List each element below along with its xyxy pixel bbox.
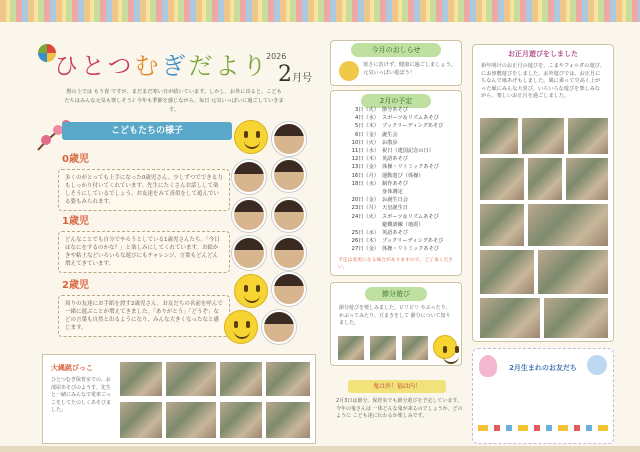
age-label: 2歳児 (62, 280, 89, 291)
schedule-date: 5日（木） (354, 123, 379, 130)
schedule-date: 23日（月） (351, 205, 379, 212)
activity-photo (165, 401, 217, 439)
schedule-event: 英語あそび (382, 230, 408, 237)
activity-photo (219, 401, 263, 439)
title-part: ぎ (161, 52, 189, 80)
schedule-date: 24日（火） (351, 213, 379, 220)
schedule-title: 2月の予定 (361, 94, 431, 108)
oni-title: 鬼は外！福は内！ (348, 380, 446, 393)
schedule-event: 体操・リトミックあそび (382, 164, 439, 171)
schedule-row (346, 155, 462, 163)
schedule-row (346, 139, 462, 147)
age-label: 1歳児 (62, 216, 89, 227)
news-panel (330, 40, 462, 86)
child-photo (272, 122, 306, 156)
activity-photo (119, 361, 163, 397)
month-number: 2 (278, 62, 292, 87)
news-text: 寒さに負けず、健康に過ごしましょう。元気いっぱい遊ぼう！ (363, 62, 456, 76)
kids-section-heading: こどもたちの様子 (62, 122, 232, 140)
schedule-row (346, 188, 462, 196)
schedule-date: 12日（木） (351, 156, 379, 163)
child-photo (272, 236, 306, 270)
schedule-row (346, 122, 462, 130)
activity-photo (479, 297, 541, 339)
schedule-row (346, 131, 462, 139)
activity-photo (401, 335, 429, 361)
schedule-row (346, 245, 462, 253)
activity-photo (165, 361, 217, 397)
age-group-2 (58, 276, 230, 337)
activity-photo (527, 157, 563, 201)
setsubun-text: 節分遊びを楽しみました。ビリビリ やぶったり、かぶってみたり、豆まきをして 節分について知りました。 (339, 305, 451, 326)
new-year-panel (472, 44, 614, 342)
schedule-event: 節分あそび (382, 107, 408, 113)
age-group-1 (58, 212, 230, 273)
child-photo (272, 198, 306, 232)
schedule-event: ブックリーディングあそび (382, 238, 444, 245)
masthead (38, 40, 318, 90)
age-text: 周りの友達にお手紙を渡す2歳児さん。お友だちの名前を呼んで一緒に遊ぶことが増えてきました。「ありがとう」「どうぞ」などの言葉も自然と出るようになり、みんな大きくなったなと感じます。 (58, 295, 230, 337)
schedule-event: お誕生日会 (382, 197, 408, 204)
schedule-row (346, 106, 462, 114)
intro-message: 暦の上では もう春 ですが、まだまだ寒い日が続いています。しかし、お外に出ると、こどもたちはみんな元気も楽しそう♪ 今年も季節を感じながら、毎日 元気いっぱいに過ごしていきます。 (64, 89, 284, 113)
child-photo (262, 310, 296, 344)
title-part: だより (188, 52, 270, 80)
schedule-event: ブックリーディングあそび (382, 123, 444, 130)
train-box-text: ひとつむぎ保育室での、お部屋あそびのようす。先生と一緒にみんなで電車ごっこをしてたのしくあそびました。 (51, 377, 112, 413)
activity-photo (567, 117, 609, 155)
title-part: む (134, 52, 162, 80)
ribbon-divider (478, 425, 608, 431)
schedule-event: スポーツ＆リズムあそび (382, 115, 439, 122)
schedule-row (346, 114, 462, 122)
child-portraits (232, 118, 312, 350)
new-year-title: お正月遊びをしました (508, 50, 578, 58)
schedule-date: 27日（金） (351, 246, 379, 253)
child-photo (232, 198, 266, 232)
activity-photo (565, 157, 609, 201)
schedule-date: 6日（金） (354, 131, 379, 138)
schedule-row (346, 204, 462, 212)
activity-photo (479, 117, 519, 155)
schedule-row (346, 196, 462, 204)
train-play-box (42, 354, 316, 444)
bear-icon (587, 355, 607, 375)
schedule-event: お散歩 (382, 139, 398, 146)
smiley-icon (224, 310, 258, 344)
schedule-note: 予定は変更になる場合がありますので、ご了承ください。 (338, 258, 454, 270)
news-title: 今月のおしらせ (351, 43, 441, 57)
schedule-row (346, 172, 462, 180)
smiley-icon (234, 274, 268, 308)
newsletter-title (54, 46, 270, 81)
schedule-event: 英語あそび (382, 156, 408, 163)
setsubun-title: 節分遊び (365, 287, 427, 301)
activity-photo (265, 401, 311, 439)
schedule-date: 13日（金） (351, 164, 379, 171)
schedule-date: 10日（火） (351, 139, 379, 146)
schedule-row (346, 147, 462, 155)
child-photo (232, 236, 266, 270)
child-photo (272, 158, 306, 192)
schedule-event: 避難訓練（地震） (382, 221, 424, 228)
smiley-icon (234, 120, 268, 154)
age-group-0 (58, 150, 230, 211)
age-text: 多くのがとっても上手になった0歳児さん。少しずつでできる力もしっかり付いてくれています。先生にたくさんお話しして楽しそうにしているでしょう。お友達をみて真似をして遊んでいる姿もみられます。 (58, 169, 230, 211)
activity-photo (479, 157, 525, 201)
schedule-event: 祝日（建国記念の日） (382, 148, 434, 155)
smiley-icon (433, 335, 457, 359)
ox-icon (339, 61, 359, 81)
schedule-event: 身体測定 (382, 189, 403, 196)
birthday-title: 2月生まれのお友だち (509, 364, 577, 372)
schedule-date (346, 221, 382, 229)
schedule-row (346, 213, 462, 221)
schedule-date: 4日（水） (354, 115, 379, 122)
garland-border (0, 0, 640, 22)
child-photo (272, 272, 306, 306)
age-label: 0歳児 (62, 154, 89, 165)
schedule-event: 体操・リトミックあそび (382, 246, 439, 253)
year-label: 2026 (266, 52, 287, 61)
child-photo (232, 160, 266, 194)
setsubun-panel (330, 282, 462, 366)
schedule-row (346, 237, 462, 245)
schedule-list (346, 106, 462, 254)
schedule-event: 誕生会 (382, 131, 398, 138)
schedule-event: 運動遊び（体操） (382, 172, 424, 179)
activity-photo (479, 249, 535, 295)
activity-photo (369, 335, 397, 361)
bottom-border (0, 446, 640, 452)
activity-photo (265, 361, 311, 397)
activity-photo (537, 249, 609, 295)
schedule-row (346, 229, 462, 237)
schedule-row (346, 221, 462, 229)
month-suffix: 月号 (292, 73, 312, 84)
activity-photo (337, 335, 365, 361)
oni-text: 2月3日は節分。保育室でも節分遊びを予定しています。今年の鬼さんは 一体どんな鬼が来るのでしょうか。どのように こども達に伝わるか楽しみです。 (336, 398, 463, 419)
age-text: どんなことでも自分でやろうとしている1歳児さんたち。「今日はなにをするのかな？」と楽しみにしてくれています。お絵かきや粘土などいろいろな遊びにもチャレンジ。言葉もどんどん増えてきています。 (58, 231, 230, 273)
activity-photo (119, 401, 163, 439)
schedule-row (346, 180, 462, 188)
schedule-date: 25日（水） (351, 230, 379, 237)
schedule-date: 26日（木） (351, 238, 379, 245)
schedule-date: 11日（水） (351, 148, 379, 155)
schedule-date (346, 188, 382, 196)
schedule-row (346, 163, 462, 171)
new-year-text: 新年明けのお正月の遊びを、こまやフォルダの遊び、にお座敷遊びをしました。お外遊びでは、お正月にちなんで凧あげもしました。風に乗って空高く上がった凧にみんな大喜び。いろいろな遊びを楽しみながら、楽しいお正月を過ごしました。 (481, 63, 605, 99)
activity-photo (219, 361, 263, 397)
activity-photo (479, 203, 525, 247)
train-box-title: 大縄跳びっこ (51, 364, 93, 372)
month-label (278, 62, 312, 87)
schedule-date: 20日（金） (351, 197, 379, 204)
schedule-date: 3日（火） (354, 107, 379, 113)
schedule-date: 18日（水） (351, 180, 379, 187)
schedule-event: 制作あそび (382, 180, 408, 187)
activity-photo (543, 297, 609, 339)
activity-photo (521, 117, 565, 155)
schedule-event: スポーツ＆リズムあそび (382, 213, 439, 220)
schedule-date: 16日（月） (351, 172, 379, 179)
schedule-event: 天皇誕生日 (382, 205, 408, 212)
activity-photo (527, 203, 609, 247)
title-part: ひとつ (54, 52, 135, 80)
